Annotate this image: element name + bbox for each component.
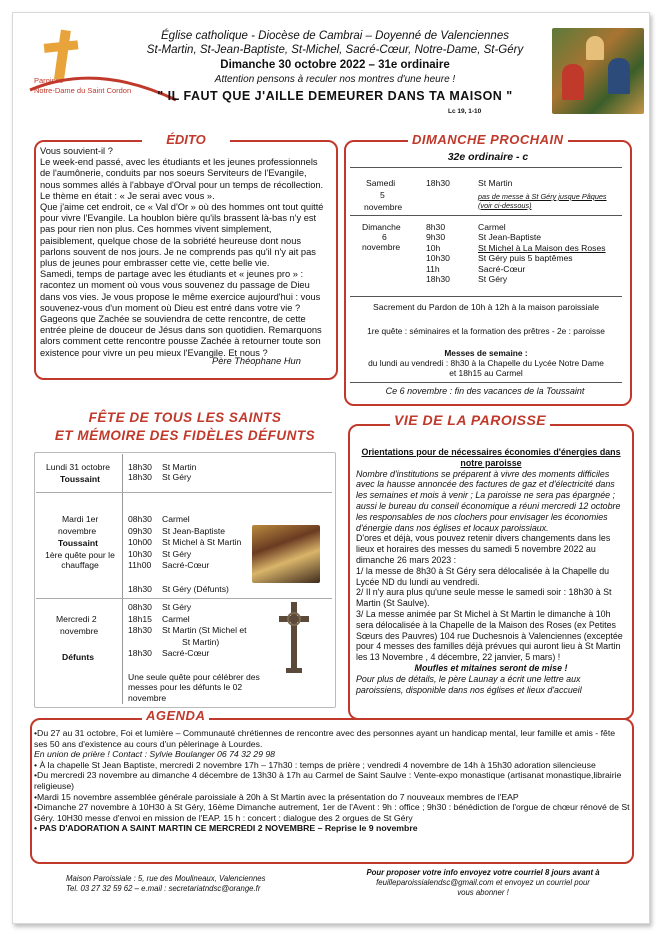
vie-p6: Moufles et mitaines seront de mise ! <box>414 662 568 673</box>
zachee-icon-painting <box>552 28 644 114</box>
fete-place: Sacré-Cœur <box>162 648 210 659</box>
sat-time: 18h30 <box>426 178 450 188</box>
fete-time: 09h30 <box>128 525 152 536</box>
sun-time: 10h <box>426 242 441 253</box>
lundi-times <box>128 462 152 483</box>
vie-intro: Nombre d'institutions se préparent à vivre des moments difficiles avec la hausse annoncée des factures de gaz et d'électricité dans les semaines et mois à venir ; La paroisse ne sera pas épargnée ; aussi le bureau du conseil économique a réuni mercredi 12 octobre les responsables de nos clochers pour envisager les économies d'énergie dans nos églises et locaux paroissiaux. <box>356 468 621 533</box>
fete-time: 18h30 <box>128 648 152 659</box>
sun-time: 8h30 <box>426 222 446 232</box>
fete-place: Carmel <box>162 613 190 624</box>
vie-p7: Pour plus de détails, le père Launay a écrit une lettre aux paroissiens, disponible dans nos églises et lieux d'accueil <box>356 673 582 695</box>
saints-painting <box>252 525 320 583</box>
fete-place: St Géry <box>162 472 192 483</box>
sat-place: St Martin <box>478 178 513 188</box>
divider <box>350 296 622 297</box>
header-notice: Attention pensons à reculer nos montres d'une heure ! <box>214 74 456 85</box>
fete-place: St Géry <box>162 548 192 559</box>
fete-time: 11h00 <box>128 560 152 571</box>
vie-p5: 3/ La messe animée par St Michel à St Martin le dimanche à 10h sera délocalisée à la Chapelle de la Maison des Roses (ex Petites Sœurs des Pauvres) 104 rue Duchesnois à Valenciennes (exceptée pour 4 messes des familles déjà prévues qui auront lieu à St Martin les 13 Novembre , 4 décembre, 22 janvier, 5 mars) ! <box>356 608 623 663</box>
fete-time: 18h30 <box>128 462 152 472</box>
edito-p4: Samedi, temps de partage avec les étudiants et « jeunes pro » : racontez un moment où vous vous souvenez du passage de Dieu dans vos vies. Je vous propose le même exercice aujourd'hui : vous souvenez-vous d'un moment où Dieu est entré dans votre vie ? Gageons que Zachée se souviendra de cette rencontre, de cette entrée pleine de douceur de Jésus dans son quotidien. Remarquons alors comment cette rencontre pousse Zachée à retourner toute son existence pour vivre un peu mieux l'Evangile. Et nous ? <box>40 269 322 358</box>
vie-p2: D'ores et déjà, vous pouvez retenir divers changements dans les lieux et horaires des messes du samedi 5 novembre 2022 au dimanche 26 mars 2023 : <box>356 533 611 565</box>
fete-time: 08h30 <box>128 602 152 612</box>
divider <box>350 382 622 383</box>
sun-places <box>478 222 608 284</box>
sun-time: 11h <box>426 263 440 274</box>
sun-date: 6 <box>382 232 387 242</box>
edito-p1: Vous souvient-il ? <box>40 146 113 156</box>
edito-p2: Le week-end passé, avec les étudiants et les jeunes professionnels de l'aumônerie, conduits par nos soeurs Serviteurs de l'Evangile, nous sommes allés à l'abbaye d'Orval pour un temps de récollection. Le thème en était : « Je serai avec vous ». <box>40 157 324 201</box>
sat-note: pas de messe à St Géry jusque Pâques (voir ci-dessous) <box>478 192 607 210</box>
sun-month: novembre <box>362 242 401 252</box>
sun-day: Dimanche <box>362 222 401 232</box>
fete-time: 18h30 <box>128 625 152 636</box>
vacances-text: Ce 6 novembre : fin des vacances de la Toussaint <box>385 386 585 396</box>
header-gospel-quote: " IL FAUT QUE J'AILLE DEMEURER DANS TA MAISON " <box>157 89 513 103</box>
edito-signature: Père Théophane Hun <box>212 356 301 366</box>
footer-contact <box>66 874 266 894</box>
sun-times <box>426 222 450 284</box>
sat-month: novembre <box>364 202 403 212</box>
fete-time: 18h15 <box>128 613 152 624</box>
agenda-item: •Du 27 au 31 octobre, Foi et lumière – Communauté chrétiennes de rencontre avec des personnes ayant un handicap mental, leur famille et amis - fête ses 50 ans d'existence au cours d'un pèlerinage à Lourdes. <box>34 728 616 749</box>
sun-place: St Jean-Baptiste <box>478 232 542 243</box>
fete-time: 18h30 <box>128 472 152 483</box>
mardi-day: Mardi 1er <box>62 514 99 524</box>
vie-heading: Orientations pour de nécessaires économies d'énergies dans notre paroisse <box>361 447 621 468</box>
pardon-text: Sacrement du Pardon de 10h à 12h à la maison paroissiale <box>373 302 599 312</box>
semaine-title: Messes de semaine : <box>444 348 528 358</box>
sun-place: St Géry puis 5 baptêmes <box>478 253 573 264</box>
fete-place: St Jean-Baptiste <box>162 525 226 536</box>
lundi-places <box>162 462 196 483</box>
mardi-note: 1ère quête pour le chauffage <box>45 550 115 571</box>
fete-time <box>128 637 152 649</box>
fete-place: St Géry (Défunts) <box>162 583 229 594</box>
footer-subscribe <box>338 868 628 898</box>
fete-place: St Martin (St Michel et <box>162 625 247 636</box>
mer-label: Défunts <box>62 652 94 662</box>
logo-line2: Notre-Dame du Saint Cordon <box>34 86 132 95</box>
mer-times <box>128 602 152 660</box>
sat-date: 5 <box>380 190 385 200</box>
edito-text <box>40 146 326 359</box>
crucifix-icon <box>276 598 312 676</box>
vie-p4: 2/ Il n'y aura plus qu'une seule messe le samedi soir : 18h30 à St Martin (St Saulve). <box>356 587 612 609</box>
header-churches: St-Martin, St-Jean-Baptiste, St-Michel, Sacré-Cœur, Notre-Dame, St-Géry <box>146 44 524 56</box>
lundi-day: Lundi 31 octobre <box>46 462 111 472</box>
agenda-item: • À la chapelle St Jean Baptiste, mercredi 2 novembre 17h – 17h30 : temps de prière ; vendredi 4 novembre de 14h à 15h30 adoration silencieuse <box>34 759 596 770</box>
mardi-places <box>162 514 252 596</box>
mardi-times <box>128 514 152 596</box>
agenda-item: •Du mercredi 23 novembre au dimanche 4 décembre de 13h30 à 17h au Carmel de Saint Saulve : Vente-expo monastique (artisanat monastique,librairie religieuse) <box>34 770 622 791</box>
header-diocese: Église catholique - Diocèse de Cambrai – Doyenné de Valenciennes <box>161 30 509 42</box>
vie-paroisse-title: VIE DE LA PAROISSE <box>390 412 550 428</box>
vie-paroisse-text <box>356 447 626 695</box>
divider <box>36 492 332 493</box>
sun-place: St Géry <box>478 274 508 285</box>
footer-subscribe-line2[interactable]: feuilleparoissialendsc@gmail.com et envoyez un courriel pour <box>376 878 590 887</box>
agenda-title: AGENDA <box>142 708 209 723</box>
fete-place: St Martin <box>162 462 197 472</box>
mer-note: Une seule quête pour célébrer des messes pour les défunts le 02 novembre <box>128 672 260 703</box>
sun-place: Sacré-Cœur <box>478 263 526 274</box>
fete-title-line2: ET MÉMOIRE DES FIDÈLES DÉFUNTS <box>54 428 316 443</box>
fete-time: 18h30 <box>128 583 152 594</box>
agenda-list <box>34 728 630 834</box>
sun-place: Carmel <box>478 222 506 232</box>
fete-time: 10h30 <box>128 548 152 559</box>
gospel-reference: Lc 19, 1-10 <box>448 108 482 115</box>
fete-place: St Géry <box>162 602 192 612</box>
divider <box>350 215 622 216</box>
fete-time: 08h30 <box>128 514 152 524</box>
footer-phone-email: Tel. 03 27 32 59 62 – e.mail : secretariatndsc@orange.fr <box>66 884 261 893</box>
divider <box>350 167 622 168</box>
vie-p3: 1/ la messe de 8h30 à St Géry sera délocalisée à la Chapelle du Lycée ND du lundi au vendredi. <box>356 565 610 587</box>
agenda-item: • PAS D'ADORATION A SAINT MARTIN CE MERCREDI 2 NOVEMBRE – Reprise le 9 novembre <box>34 823 418 834</box>
fete-time: 10h00 <box>128 537 152 548</box>
semaine-text: du lundi au vendredi : 8h30 à la Chapelle du Lycée Notre Dame et 18h15 au Carmel <box>368 358 604 379</box>
dimanche-subtitle: 32e ordinaire - c <box>447 151 529 163</box>
edito-title: ÉDITO <box>142 132 230 147</box>
fete-place: St Martin) <box>182 636 220 647</box>
agenda-item: •Dimanche 27 novembre à 10H30 à St Géry, 16ème Dimanche autrement, 1er de l'Avent : 9h : office ; 9h30 : bénédiction de l'orgue de chœur rénové de St Géry. 10H30 messe d'envoi en mission de l'EAP. 15 h : concert : dialogue des 2 orgues de St Géry <box>34 802 630 823</box>
logo-line1: Paroisse <box>34 76 64 85</box>
sat-day: Samedi <box>366 178 396 188</box>
fete-place: St Michel à St Martin <box>162 537 242 548</box>
dimanche-prochain-title: DIMANCHE PROCHAIN <box>408 132 568 147</box>
footer-subscribe-line3: vous abonner ! <box>457 888 509 897</box>
agenda-item: En union de prière ! Contact : Sylvie Boulanger 06 74 32 29 98 <box>34 749 275 760</box>
edito-p3: Que j'aime cet endroit, ce « Val d'Or » où des hommes ont tout quitté pour vivre l'Evangile. La houblon bière qu'ils brassent là-bas n'y est pas pour rien non plus. Ces hommes vivent simplement, paisiblement, quelque chose de la sobriété heureuse dont nous parlons souvent de nos jours. Je ne comprends pas qu'il n'y ait pas plus de jeunes pour embrasser cette vie, cette belle vie. <box>40 202 324 269</box>
fete-title-line1: FÊTE DE TOUS LES SAINTS <box>88 410 282 425</box>
sun-time: 9h30 <box>426 232 446 243</box>
sun-place: St Michel à La Maison des Roses <box>478 242 606 253</box>
sun-time: 10h30 <box>426 253 450 264</box>
quete-text: 1re quête : séminaires et la formation des prêtres - 2e : paroisse <box>367 326 605 336</box>
mer-places <box>162 602 247 660</box>
mardi-month: novembre <box>58 526 97 536</box>
footer-subscribe-line1: Pour proposer votre info envoyez votre courriel 8 jours avant à <box>366 868 600 877</box>
header-date: Dimanche 30 octobre 2022 – 31e ordinaire <box>220 59 450 71</box>
sun-time: 18h30 <box>426 274 450 285</box>
mer-month: novembre <box>60 626 99 636</box>
agenda-item: •Mardi 15 novembre assemblée générale paroissiale à 20h à St Martin avec la présentation do 7 nouveaux membres de l'EAP <box>34 791 519 802</box>
fete-place: Carmel <box>162 514 190 524</box>
lundi-label: Toussaint <box>60 474 100 484</box>
footer-address: Maison Paroissiale : 5, rue des Moulineaux, Valenciennes <box>66 874 266 883</box>
mer-day: Mercredi 2 <box>56 614 97 624</box>
mardi-label: Toussaint <box>58 538 98 548</box>
fete-place: Sacré-Cœur <box>162 560 210 571</box>
